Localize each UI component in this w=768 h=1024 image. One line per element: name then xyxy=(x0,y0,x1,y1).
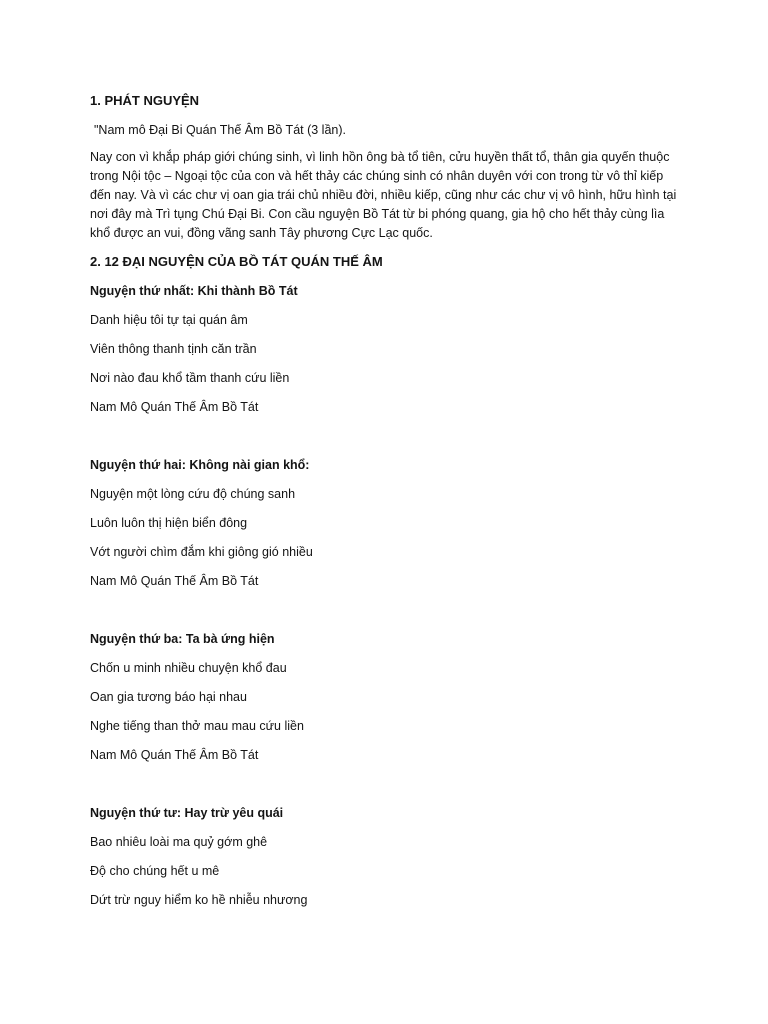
verse-line: Vớt người chìm đắm khi giông gió nhiều xyxy=(90,545,313,559)
vow-title: Nguyện thứ tư: Hay trừ yêu quái xyxy=(90,806,284,820)
vow-block xyxy=(90,451,730,596)
verse-line: Luôn luôn thị hiện biển đông xyxy=(90,516,248,530)
vow-title: Nguyện thứ ba: Ta bà ứng hiện xyxy=(90,632,275,646)
paragraph-line: trong Nội tộc – Ngoại tộc của con và hết thảy các chúng sinh có nhân duyên với con trong từ vô thỉ kiếp xyxy=(90,169,664,183)
invocation-line: "Nam mô Đại Bi Quán Thế Âm Bồ Tát (3 lần). xyxy=(94,123,346,137)
verse-line: Bao nhiêu loài ma quỷ gớm ghê xyxy=(90,835,268,849)
verse-line: Nghe tiếng than thở mau mau cứu liền xyxy=(90,719,304,733)
vow-list xyxy=(90,277,730,915)
verse-line: Độ cho chúng hết u mê xyxy=(90,864,220,878)
vow-title: Nguyện thứ nhất: Khi thành Bồ Tát xyxy=(90,284,298,298)
verse-line: Dứt trừ nguy hiểm ko hề nhiễu nhương xyxy=(90,893,308,907)
document-content xyxy=(90,91,730,944)
verse-line: Nơi nào đau khổ tầm thanh cứu liền xyxy=(90,371,290,385)
verse-line: Nguyện một lòng cứu độ chúng sanh xyxy=(90,487,296,501)
verse-line: Nam Mô Quán Thế Âm Bồ Tát xyxy=(90,400,259,414)
paragraph-line: khổ được an vui, đồng vãng sanh Tây phương Cực Lạc quốc. xyxy=(90,226,433,240)
paragraph-line: đến nay. Và vì các chư vị oan gia trái chủ nhiều đời, nhiều kiếp, cũng như các chư vị vô hình, hữu hình tại xyxy=(90,188,677,202)
verse-line: Nam Mô Quán Thế Âm Bồ Tát xyxy=(90,748,259,762)
paragraph-line: nơi đây mà Trì tụng Chú Đại Bi. Con cầu nguyện Bồ Tát từ bi phóng quang, gia hộ cho hết thảy cùng lìa xyxy=(90,207,665,221)
paragraph-line: Nay con vì khắp pháp giới chúng sinh, vì linh hồn ông bà tổ tiên, cửu huyền thất tổ, thân gia quyến thuộc xyxy=(90,150,670,164)
vow-paragraph xyxy=(90,148,730,243)
vow-block xyxy=(90,625,730,770)
verse-line: Chốn u minh nhiều chuyện khổ đau xyxy=(90,661,287,675)
vow-block xyxy=(90,799,730,915)
verse-line: Nam Mô Quán Thế Âm Bồ Tát xyxy=(90,574,259,588)
verse-line: Danh hiệu tôi tự tại quán âm xyxy=(90,313,248,327)
verse-line: Viên thông thanh tịnh căn trần xyxy=(90,342,257,356)
section-heading: 1. PHÁT NGUYỆN xyxy=(90,93,200,108)
vow-block xyxy=(90,277,730,422)
section-heading: 2. 12 ĐẠI NGUYỆN CỦA BỒ TÁT QUÁN THẾ ÂM xyxy=(90,254,383,269)
verse-line: Oan gia tương báo hại nhau xyxy=(90,690,247,704)
vow-title: Nguyện thứ hai: Không nài gian khổ: xyxy=(90,458,310,472)
